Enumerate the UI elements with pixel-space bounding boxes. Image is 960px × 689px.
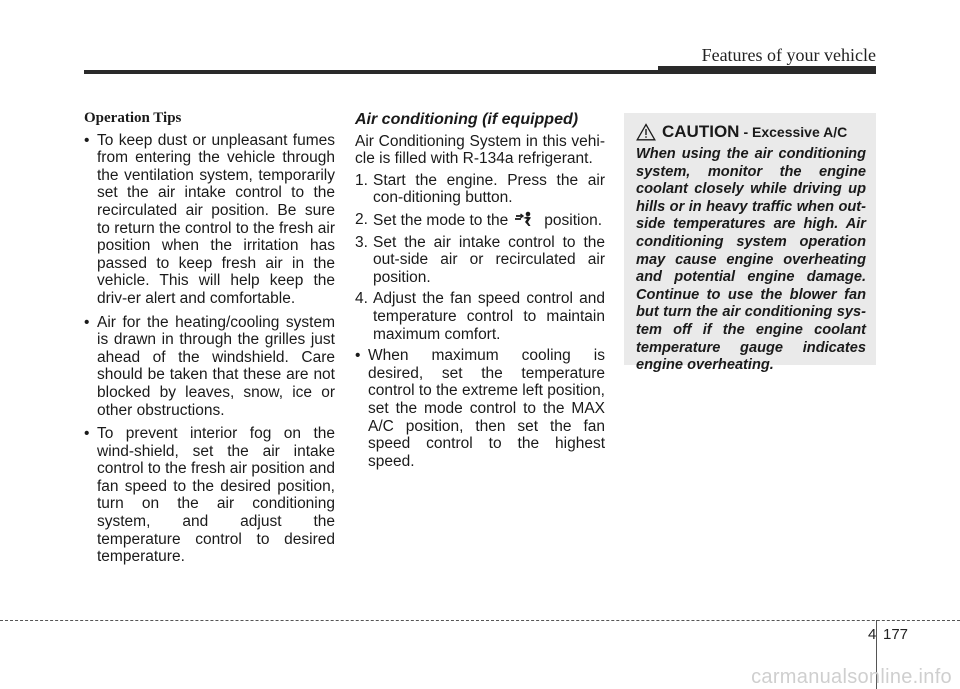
caution-subject: - Excessive A/C: [743, 124, 848, 140]
step-text: Set the mode to the: [373, 211, 509, 229]
caution-box: [624, 113, 876, 374]
step-text: Adjust the fan speed control and temperature control to maintain maximum comfort.: [373, 290, 605, 343]
step-text-end: position.: [544, 211, 603, 229]
list-item: [355, 234, 605, 287]
list-item-text: Air for the heating/cooling system is drawn in through the grilles just ahead of the windshield. Care should be taken that these are not blocked by leaves, snow, ice or other obstructions.: [97, 313, 335, 419]
step-number: 1.: [355, 171, 368, 189]
step-number: 3.: [355, 233, 368, 251]
max-cooling-list: [355, 347, 605, 470]
left-column: [84, 110, 335, 572]
section-number: 4: [868, 626, 877, 643]
step-number: 4.: [355, 290, 368, 308]
bullet-marker: •: [355, 347, 361, 365]
operation-tips-list: [84, 132, 335, 566]
caution-text: When using the air conditioning system, monitor the engine coolant closely while driving up hills or in heavy traffic when out-side temperatures are high. Air conditioning system operation may cause engine overheating and potential engine damage. Continue to use the blower fan but turn the air conditioning sys-tem off if the engine coolant temperature gauge indicates engine overheating.: [636, 146, 866, 374]
list-item-text: To prevent interior fog on the wind-shield, set the air intake control to the fresh air position and fan speed to the desired position, turn on the air conditioning system, and adjust the temperature control to desired temperature.: [97, 425, 335, 566]
bullet-marker: •: [84, 131, 90, 149]
list-item: [84, 314, 335, 420]
footer-rule: [0, 620, 960, 621]
bullet-marker: •: [84, 425, 90, 443]
list-item: [355, 347, 605, 470]
operation-tips-heading: Operation Tips: [84, 110, 182, 126]
step-text: Start the engine. Press the air con-ditioning button.: [373, 171, 605, 207]
list-item: [84, 132, 335, 308]
bullet-marker: •: [84, 313, 90, 331]
air-conditioning-steps: [355, 172, 605, 343]
list-item-text: To keep dust or unpleasant fumes from entering the vehicle through the ventilation system, temporarily set the air intake control to the recirculated air position. Be sure to return the control to the fresh air position when the irritation has passed to keep fresh air in the vehicle. This will help keep the driv-er alert and comfortable.: [97, 131, 335, 307]
watermark: carmanualsonline.info: [751, 666, 952, 688]
step-text: Set the air intake control to the out-side air or recirculated air position.: [373, 233, 605, 286]
air-conditioning-heading: Air conditioning (if equipped): [355, 111, 579, 128]
step-number: 2.: [355, 210, 368, 228]
middle-column: [355, 110, 605, 476]
air-conditioning-intro: Air Conditioning System in this vehi-cle is filled with R-134a refrigerant.: [355, 132, 605, 168]
list-item: [84, 425, 335, 566]
face-vent-mode-icon: [514, 211, 536, 227]
caution-header: [636, 122, 866, 142]
list-item-text: When maximum cooling is desired, set the temperature control to the extreme left position, set the mode control to the MAX A/C position, then set the fan speed control to the highest speed.: [368, 347, 605, 470]
list-item: [355, 211, 605, 230]
list-item: [355, 290, 605, 343]
page-number: 177: [883, 626, 909, 643]
warning-triangle-icon: [636, 123, 656, 141]
caution-label: CAUTION: [662, 122, 740, 141]
header-rule-accent: [658, 66, 876, 74]
header-title: Features of your vehicle: [701, 45, 876, 65]
list-item: [355, 172, 605, 207]
